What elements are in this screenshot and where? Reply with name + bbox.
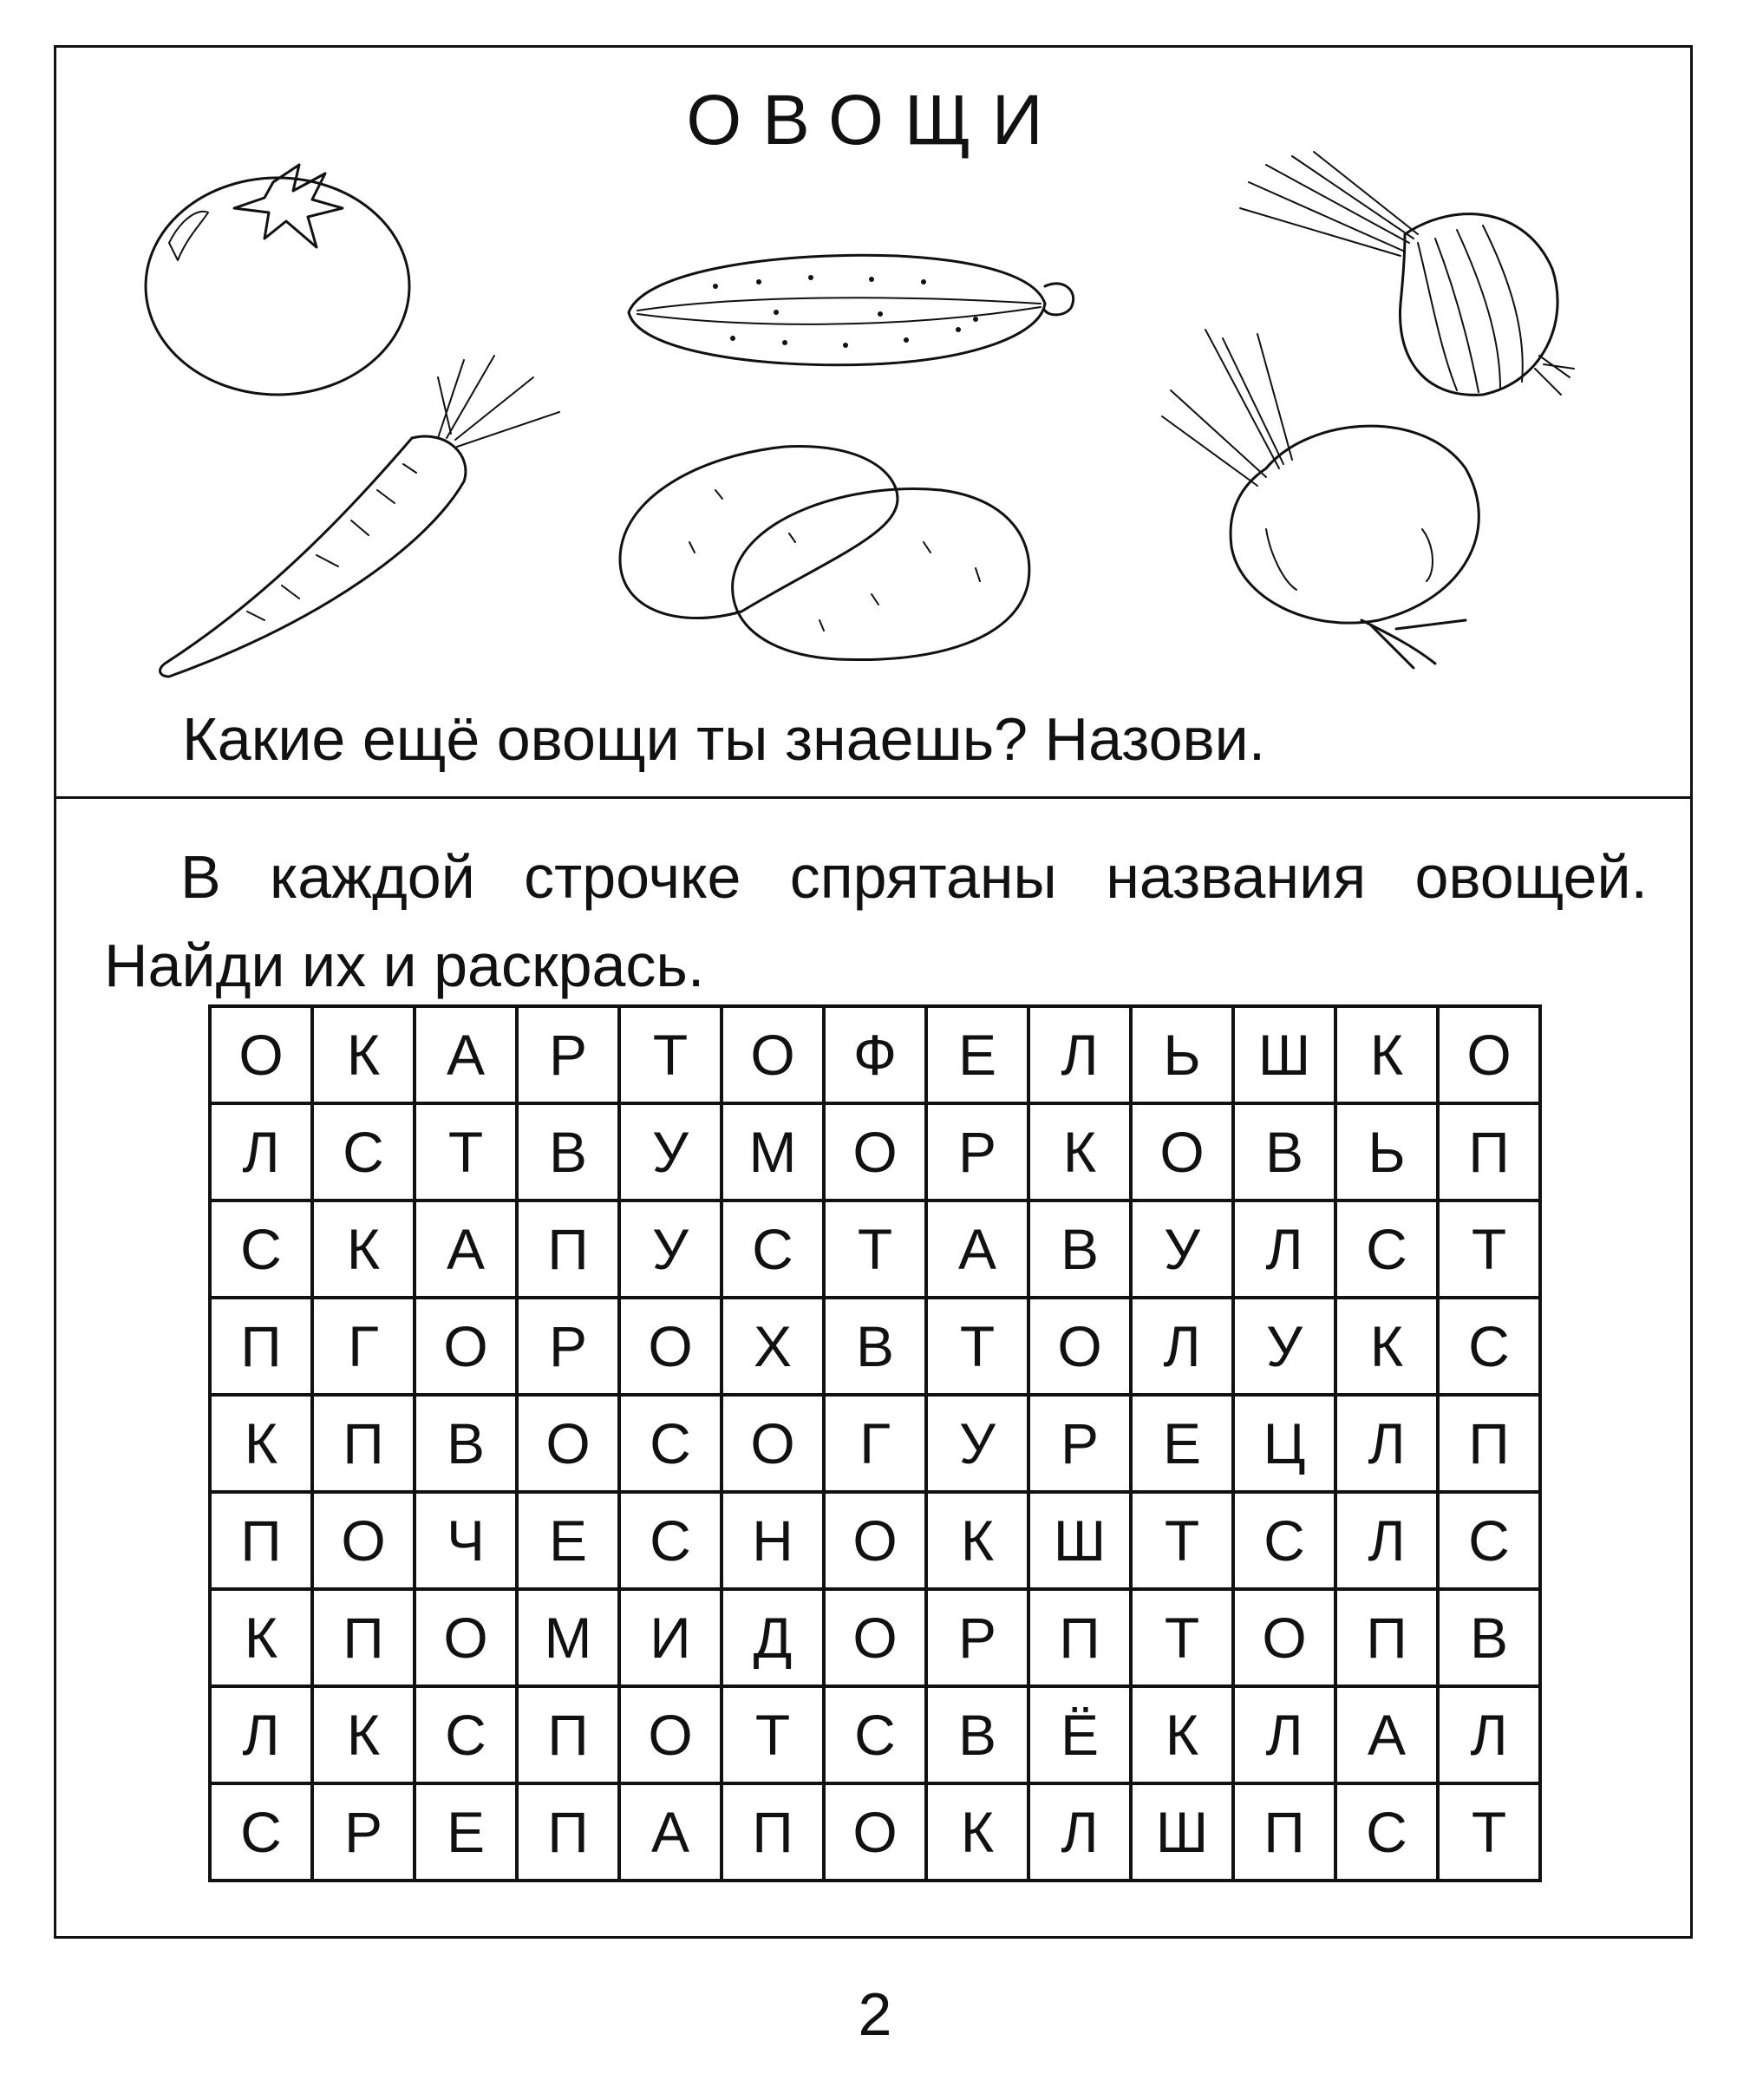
grid-cell[interactable]: П: [312, 1395, 415, 1492]
grid-cell[interactable]: П: [1028, 1589, 1131, 1686]
grid-row: [210, 1298, 1540, 1395]
grid-cell[interactable]: С: [210, 1783, 312, 1881]
grid-cell[interactable]: П: [517, 1783, 619, 1881]
grid-cell[interactable]: М: [722, 1103, 824, 1200]
grid-cell[interactable]: Р: [926, 1103, 1028, 1200]
grid-cell[interactable]: О: [824, 1492, 926, 1589]
grid-cell[interactable]: О: [824, 1589, 926, 1686]
grid-cell[interactable]: О: [619, 1298, 722, 1395]
grid-row: [210, 1589, 1540, 1686]
grid-cell[interactable]: Л: [210, 1686, 312, 1783]
question-text: Какие ещё овощи ты знаешь? Назови.: [182, 705, 1266, 773]
grid-cell[interactable]: С: [1335, 1783, 1438, 1881]
grid-cell[interactable]: Ь: [1131, 1006, 1233, 1103]
grid-cell[interactable]: В: [1028, 1200, 1131, 1298]
grid-cell[interactable]: В: [1438, 1589, 1540, 1686]
grid-cell[interactable]: К: [1335, 1298, 1438, 1395]
grid-cell[interactable]: Л: [1233, 1200, 1335, 1298]
grid-cell[interactable]: С: [722, 1200, 824, 1298]
carrot-icon: [152, 343, 577, 685]
grid-cell[interactable]: У: [926, 1395, 1028, 1492]
grid-cell[interactable]: П: [722, 1783, 824, 1881]
cucumber-icon: [611, 243, 1084, 382]
grid-cell[interactable]: О: [722, 1395, 824, 1492]
grid-cell[interactable]: О: [312, 1492, 415, 1589]
grid-cell[interactable]: Ш: [1131, 1783, 1233, 1881]
grid-cell[interactable]: С: [824, 1686, 926, 1783]
section-divider: [54, 796, 1693, 799]
grid-cell[interactable]: Л: [1233, 1686, 1335, 1783]
grid-cell[interactable]: П: [1233, 1783, 1335, 1881]
grid-cell[interactable]: О: [210, 1006, 312, 1103]
grid-cell[interactable]: Ё: [1028, 1686, 1131, 1783]
grid-row: [210, 1492, 1540, 1589]
grid-cell[interactable]: Т: [1438, 1200, 1540, 1298]
grid-cell[interactable]: У: [1233, 1298, 1335, 1395]
grid-cell[interactable]: О: [824, 1103, 926, 1200]
grid-cell[interactable]: Е: [926, 1006, 1028, 1103]
grid-cell[interactable]: С: [415, 1686, 517, 1783]
grid-cell[interactable]: У: [619, 1103, 722, 1200]
grid-cell[interactable]: С: [619, 1395, 722, 1492]
grid-cell[interactable]: О: [1028, 1298, 1131, 1395]
grid-cell[interactable]: В: [517, 1103, 619, 1200]
grid-cell[interactable]: Л: [1028, 1783, 1131, 1881]
grid-cell[interactable]: В: [1233, 1103, 1335, 1200]
grid-row: [210, 1686, 1540, 1783]
grid-cell[interactable]: П: [210, 1298, 312, 1395]
grid-cell[interactable]: К: [926, 1783, 1028, 1881]
grid-cell[interactable]: Ш: [1233, 1006, 1335, 1103]
grid-cell[interactable]: О: [1131, 1103, 1233, 1200]
grid-cell[interactable]: П: [210, 1492, 312, 1589]
grid-cell[interactable]: Т: [1438, 1783, 1540, 1881]
grid-cell[interactable]: Ь: [1335, 1103, 1438, 1200]
grid-cell[interactable]: Ч: [415, 1492, 517, 1589]
grid-cell[interactable]: С: [619, 1492, 722, 1589]
grid-cell[interactable]: М: [517, 1589, 619, 1686]
grid-cell[interactable]: О: [722, 1006, 824, 1103]
instruction-text: В каждой строчке спрятаны названия овощей. Найди их и раскрась.: [104, 843, 1648, 999]
grid-row: [210, 1006, 1540, 1103]
grid-cell[interactable]: Е: [517, 1492, 619, 1589]
grid-cell[interactable]: Л: [1335, 1492, 1438, 1589]
grid-cell[interactable]: Т: [619, 1006, 722, 1103]
grid-cell[interactable]: Е: [415, 1783, 517, 1881]
grid-cell[interactable]: О: [619, 1686, 722, 1783]
grid-cell[interactable]: Т: [824, 1200, 926, 1298]
grid-cell[interactable]: Ш: [1028, 1492, 1131, 1589]
grid-cell[interactable]: П: [517, 1686, 619, 1783]
grid-cell[interactable]: Л: [1335, 1395, 1438, 1492]
grid-cell[interactable]: П: [312, 1589, 415, 1686]
grid-cell[interactable]: У: [1131, 1200, 1233, 1298]
page-title: ОВОЩИ: [686, 81, 1064, 160]
grid-cell[interactable]: А: [415, 1200, 517, 1298]
grid-cell[interactable]: О: [415, 1298, 517, 1395]
grid-row: [210, 1200, 1540, 1298]
grid-cell[interactable]: Х: [722, 1298, 824, 1395]
grid-cell[interactable]: Г: [312, 1298, 415, 1395]
grid-cell[interactable]: Р: [517, 1298, 619, 1395]
grid-cell[interactable]: О: [517, 1395, 619, 1492]
grid-cell[interactable]: О: [824, 1783, 926, 1881]
grid-cell[interactable]: К: [1131, 1686, 1233, 1783]
grid-cell[interactable]: Ц: [1233, 1395, 1335, 1492]
grid-cell[interactable]: А: [619, 1783, 722, 1881]
grid-cell[interactable]: В: [926, 1686, 1028, 1783]
grid-cell[interactable]: В: [824, 1298, 926, 1395]
grid-cell[interactable]: К: [210, 1589, 312, 1686]
grid-cell[interactable]: Д: [722, 1589, 824, 1686]
grid-cell[interactable]: Л: [1438, 1686, 1540, 1783]
grid-cell[interactable]: К: [1028, 1103, 1131, 1200]
grid-cell[interactable]: С: [210, 1200, 312, 1298]
grid-cell[interactable]: К: [210, 1395, 312, 1492]
grid-cell[interactable]: А: [1335, 1686, 1438, 1783]
grid-cell[interactable]: К: [926, 1492, 1028, 1589]
grid-cell[interactable]: О: [1233, 1589, 1335, 1686]
grid-cell[interactable]: Т: [926, 1298, 1028, 1395]
grid-cell[interactable]: Н: [722, 1492, 824, 1589]
grid-cell[interactable]: А: [415, 1006, 517, 1103]
grid-cell[interactable]: К: [312, 1006, 415, 1103]
potato-icon: [611, 438, 1045, 668]
grid-cell[interactable]: Р: [1028, 1395, 1131, 1492]
grid-cell[interactable]: К: [312, 1686, 415, 1783]
grid-cell[interactable]: С: [1438, 1298, 1540, 1395]
grid-cell[interactable]: К: [312, 1200, 415, 1298]
grid-cell[interactable]: Л: [1131, 1298, 1233, 1395]
grid-row: [210, 1783, 1540, 1881]
grid-cell[interactable]: Т: [1131, 1589, 1233, 1686]
grid-row: [210, 1103, 1540, 1200]
grid-cell[interactable]: В: [415, 1395, 517, 1492]
grid-cell[interactable]: П: [1335, 1589, 1438, 1686]
grid-cell[interactable]: С: [1438, 1492, 1540, 1589]
word-search-grid: [208, 1004, 1542, 1882]
grid-cell[interactable]: С: [1233, 1492, 1335, 1589]
grid-cell[interactable]: Л: [210, 1103, 312, 1200]
grid-cell[interactable]: П: [1438, 1103, 1540, 1200]
grid-cell[interactable]: П: [517, 1200, 619, 1298]
grid-cell[interactable]: Т: [415, 1103, 517, 1200]
grid-cell[interactable]: И: [619, 1589, 722, 1686]
grid-cell[interactable]: Т: [1131, 1492, 1233, 1589]
grid-cell[interactable]: Л: [1028, 1006, 1131, 1103]
grid-cell[interactable]: Ф: [824, 1006, 926, 1103]
grid-cell[interactable]: Р: [312, 1783, 415, 1881]
grid-cell[interactable]: Р: [517, 1006, 619, 1103]
grid-cell[interactable]: Г: [824, 1395, 926, 1492]
grid-row: [210, 1395, 1540, 1492]
grid-cell[interactable]: С: [1335, 1200, 1438, 1298]
grid-cell[interactable]: П: [1438, 1395, 1540, 1492]
grid-cell[interactable]: К: [1335, 1006, 1438, 1103]
grid-cell[interactable]: С: [312, 1103, 415, 1200]
grid-cell[interactable]: А: [926, 1200, 1028, 1298]
grid-cell[interactable]: У: [619, 1200, 722, 1298]
grid-cell[interactable]: О: [1438, 1006, 1540, 1103]
grid-cell[interactable]: Р: [926, 1589, 1028, 1686]
beet-icon: [1136, 321, 1500, 677]
grid-cell[interactable]: Т: [722, 1686, 824, 1783]
page-number: 2: [858, 1980, 892, 2048]
grid-cell[interactable]: О: [415, 1589, 517, 1686]
grid-cell[interactable]: Е: [1131, 1395, 1233, 1492]
